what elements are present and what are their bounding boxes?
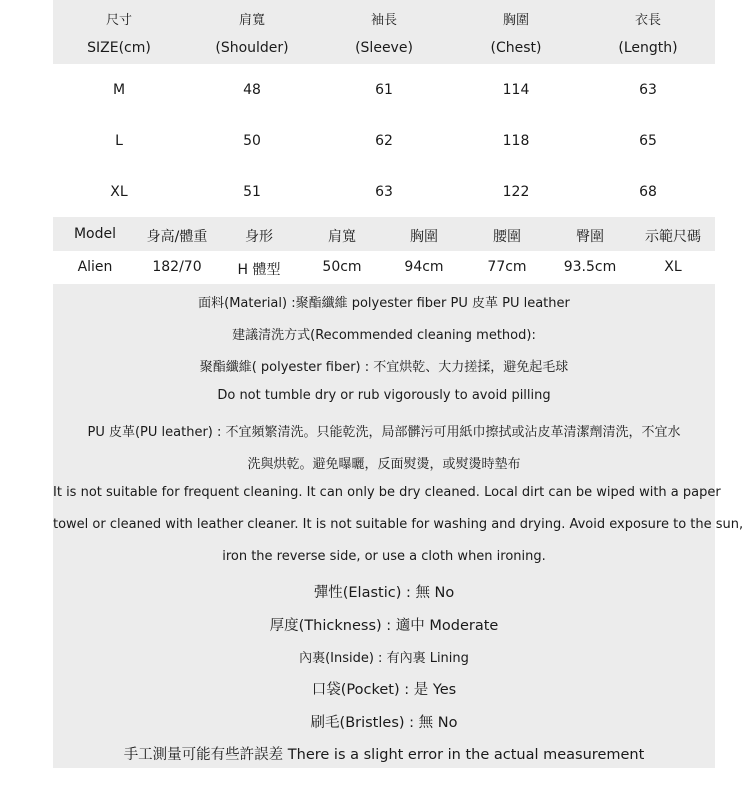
header-sample-size: 示範尺碼 <box>645 229 701 245</box>
chest-cell: 118 <box>502 133 530 149</box>
thickness-text: 厚度(Thickness) : 適中 Moderate <box>269 618 499 634</box>
size-table-header <box>53 0 715 64</box>
model-waist: 77cm <box>487 259 527 275</box>
header-chest-en: (Chest) <box>490 40 542 56</box>
model-row <box>53 251 715 284</box>
model-body-shape: H 體型 <box>237 262 281 278</box>
measurement-note: 手工測量可能有些許誤差 There is a slight error in the actual measurement <box>123 747 645 763</box>
sleeve-cell: 62 <box>375 133 393 149</box>
header-chest-zh: 胸圍 <box>502 13 530 28</box>
size-cell: L <box>115 133 123 149</box>
header-sleeve-en: (Sleeve) <box>355 40 413 56</box>
length-cell: 68 <box>639 184 657 200</box>
chest-cell: 114 <box>502 82 530 98</box>
sleeve-cell: 63 <box>375 184 393 200</box>
inside-text: 內裏(Inside) : 有內裏 Lining <box>299 651 469 666</box>
model-name: Alien <box>77 259 113 275</box>
model-height-weight: 182/70 <box>152 259 202 275</box>
header-chest: 胸圍 <box>410 229 438 245</box>
pu-care-en-1: It is not suitable for frequent cleaning. It can only be dry cleaned. Local dirt can be wiped with a paper <box>53 485 721 500</box>
header-length-zh: 衣長 <box>634 13 662 28</box>
bristles-text: 刷毛(Bristles) : 無 No <box>310 715 458 731</box>
table-row <box>53 115 715 166</box>
pu-care-zh-1: PU 皮革(PU leather) : 不宜頻繁清洗。只能乾洗，局部髒污可用紙巾擦拭或沾皮革清潔劑清洗，不宜水 <box>87 425 681 440</box>
header-model: Model <box>73 226 117 242</box>
length-cell: 63 <box>639 82 657 98</box>
polyester-care-en: Do not tumble dry or rub vigorously to avoid pilling <box>217 388 551 403</box>
size-cell: M <box>112 82 126 98</box>
header-sleeve-zh: 袖長 <box>370 13 398 28</box>
header-height-weight: 身高/體重 <box>146 229 208 245</box>
header-size-zh: 尺寸 <box>105 13 133 28</box>
shoulder-cell: 50 <box>243 133 261 149</box>
chest-cell: 122 <box>502 184 530 200</box>
shoulder-cell: 48 <box>243 82 261 98</box>
care-info-panel <box>53 284 744 768</box>
model-shoulder: 50cm <box>322 259 362 275</box>
model-sample-size: XL <box>664 259 682 275</box>
material-text: 面料(Material) :聚酯纖維 polyester fiber PU 皮革 PU leather <box>198 296 570 311</box>
header-length-en: (Length) <box>618 40 678 56</box>
size-cell: XL <box>110 184 128 200</box>
cleaning-title: 建議清洗方式(Recommended cleaning method): <box>232 328 536 343</box>
header-size-en: SIZE(cm) <box>87 40 151 56</box>
header-shoulder-en: (Shoulder) <box>215 40 289 56</box>
shoulder-cell: 51 <box>243 184 261 200</box>
pocket-text: 口袋(Pocket) : 是 Yes <box>311 682 457 698</box>
pu-care-en-3: iron the reverse side, or use a cloth when ironing. <box>222 549 546 564</box>
elastic-text: 彈性(Elastic) : 無 No <box>313 585 455 601</box>
model-hip: 93.5cm <box>563 259 617 275</box>
pu-care-en-2: towel or cleaned with leather cleaner. It is not suitable for washing and drying. Avoid exposure to the sun, <box>53 517 744 532</box>
length-cell: 65 <box>639 133 657 149</box>
header-hip: 臀圍 <box>576 229 604 245</box>
header-body-shape: 身形 <box>245 229 273 245</box>
header-shoulder-zh: 肩寬 <box>238 13 266 28</box>
model-chest: 94cm <box>404 259 444 275</box>
model-table-header <box>53 217 715 251</box>
sleeve-cell: 61 <box>375 82 393 98</box>
table-row <box>53 64 715 115</box>
table-row <box>53 166 715 217</box>
polyester-care-zh: 聚酯纖維( polyester fiber) : 不宜烘乾、大力搓揉，避免起毛球 <box>199 360 569 375</box>
pu-care-zh-2: 洗與烘乾。避免曝曬，反面熨燙，或熨燙時墊布 <box>247 457 521 472</box>
header-shoulder: 肩寬 <box>328 229 356 245</box>
header-waist: 腰圍 <box>493 229 521 245</box>
